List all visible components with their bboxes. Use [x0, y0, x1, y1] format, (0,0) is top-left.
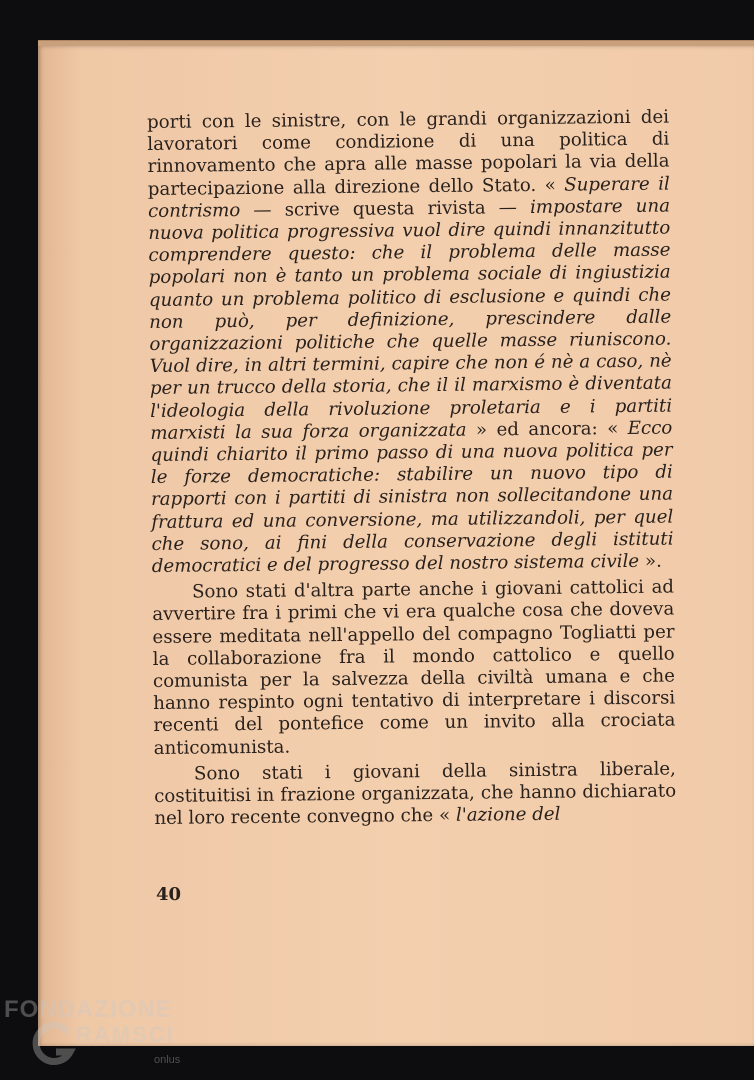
body-text	[147, 107, 676, 831]
gramsci-g-icon	[28, 1018, 80, 1070]
paragraph-2	[152, 577, 676, 760]
italic-segment: Superare il contrismo	[147, 173, 670, 222]
italic-segment: l'azione del	[455, 804, 561, 827]
page-number: 40	[156, 884, 182, 905]
italic-segment: Ecco quindi chiarito il primo passo di una nuova politica per le forze democratiche: stabilire un nuovo tipo di rapporti con i partiti di sinistra non sollecitandone una frattura ed una conversione, ma utilizzandoli, per quel che sono, ai fini della conservazione degli istituti democratici e del progresso del nostro sistema civile	[150, 417, 674, 578]
text-segment: — scrive questa rivista —	[240, 196, 531, 221]
text-segment: ».	[639, 550, 662, 572]
paragraph-3	[154, 758, 677, 830]
watermark-subtitle: RAMSCI	[76, 1022, 175, 1047]
text-segment: porti con le sinistre, con le grandi organizzazioni dei lavoratori come condizione di una politica di rinnovamento che apra alle masse popolari la via della partecipazione alla direzione dello Stato. «	[147, 106, 670, 200]
italic-segment: impostare una nuova politica progressiva vuol dire quindi innanzitutto comprendere questo: che il problema delle masse popolari non è tanto un problema sociale di ingiustizia quanto un problema politico di esclusione e quindi che non può, per definizione, prescindere dalle organizzazioni politiche che quelle masse riuniscono. Vuol dire, in altri termini, capire che non é nè a caso, nè per un trucco della storia, che il il marxismo è diventata l'ideologia della rivoluzione proletaria e i partiti marxisti la sua forza organizzata	[148, 195, 673, 444]
paragraph-1	[147, 107, 674, 579]
text-segment: Sono stati i giovani della sinistra liberale, costituitisi in frazione organizzata, che hanno dichiarato nel loro recente convegno che «	[154, 758, 677, 830]
text-segment: » ed ancora: «	[466, 417, 628, 441]
watermark-title: FONDAZIONE	[4, 996, 173, 1023]
watermark	[4, 996, 194, 1076]
watermark-onlus: onlus	[154, 1054, 181, 1066]
text-segment: Sono stati d'altra parte anche i giovani cattolici ad avvertire fra i primi che vi era qualche cosa che doveva essere meditata nell'appello del compagno Togliatti per la collaborazione fra il mondo cattolico e quello comunista per la salvezza della civiltà umana e che hanno respinto ogni tentativo di interpretare i discorsi recenti del pontefice come un invito alla crociata anticomunista.	[152, 576, 676, 759]
